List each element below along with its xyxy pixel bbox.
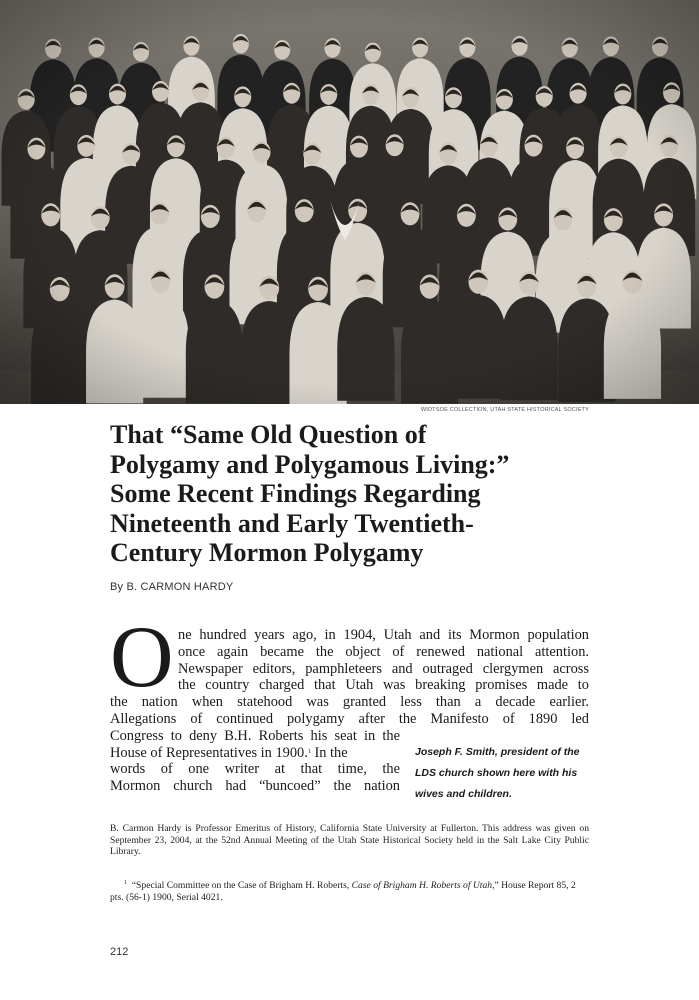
title-line: Nineteenth and Early Twentieth- bbox=[110, 508, 474, 538]
photo-credit: WIDTSOE COLLECTION, UTAH STATE HISTORICAL SOCIETY bbox=[420, 407, 589, 413]
page-number: 212 bbox=[110, 946, 129, 958]
family-group-photo bbox=[0, 0, 699, 404]
body-line bbox=[110, 745, 400, 762]
body-line: words of one writer at that time, the bbox=[110, 761, 400, 778]
body-line: Newspaper editors, pamphleteers and outraged clergymen across bbox=[178, 660, 589, 677]
caption-line: Joseph F. Smith, president of the bbox=[415, 746, 580, 758]
author-bio: B. Carmon Hardy is Professor Emeritus of History, California State University at Fullerton. This address was given on September 23, 2004, at the 52nd Annual Meeting of the Utah State Historical Society held in the Salt Lake City Public Library. bbox=[110, 823, 589, 858]
title-line: Some Recent Findings Regarding bbox=[110, 479, 481, 508]
body-line-part: In the bbox=[310, 744, 348, 761]
body-line: the country charged that Utah was breaking promises made to bbox=[178, 677, 589, 694]
photo-illustration bbox=[0, 0, 699, 404]
footnote-text-end: ” House Report 85, 2 pts. (56-1) 1900, Serial 4021. bbox=[110, 880, 576, 903]
footnote-number: 1 bbox=[124, 880, 127, 886]
caption-line: wives and children. bbox=[415, 788, 512, 800]
title-line: Polygamy and Polygamous Living:” bbox=[110, 449, 510, 479]
body-line: Mormon church had “buncoed” the nation bbox=[110, 778, 400, 795]
body-line-part: House of Representatives in 1900. bbox=[110, 744, 308, 761]
body-line: the nation when statehood was granted less than a decade earlier. bbox=[110, 694, 589, 711]
photo-caption bbox=[415, 742, 595, 805]
body-line: ne hundred years ago, in 1904, Utah and its Mormon population bbox=[178, 627, 589, 643]
caption-line: LDS church shown here with his bbox=[415, 767, 578, 779]
drop-cap: O bbox=[110, 609, 174, 706]
author-byline: By B. CARMON HARDY bbox=[110, 581, 234, 593]
footnote-italic: Case of Brigham H. Roberts of Utah, bbox=[351, 880, 495, 891]
article-title bbox=[110, 420, 610, 568]
footnote-text: “Special Committee on the Case of Brigham H. Roberts, bbox=[131, 880, 352, 891]
footnote-ref[interactable]: 1 bbox=[307, 748, 311, 755]
body-line: once again became the object of renewed national attention. bbox=[178, 643, 589, 660]
footnote bbox=[110, 880, 589, 903]
body-line: Congress to deny B.H. Roberts his seat in the bbox=[110, 727, 400, 744]
body-line: Allegations of continued polygamy after the Manifesto of 1890 led bbox=[110, 710, 589, 727]
title-line: That “Same Old Question of bbox=[110, 420, 427, 449]
title-line: Century Mormon Polygamy bbox=[110, 538, 424, 567]
